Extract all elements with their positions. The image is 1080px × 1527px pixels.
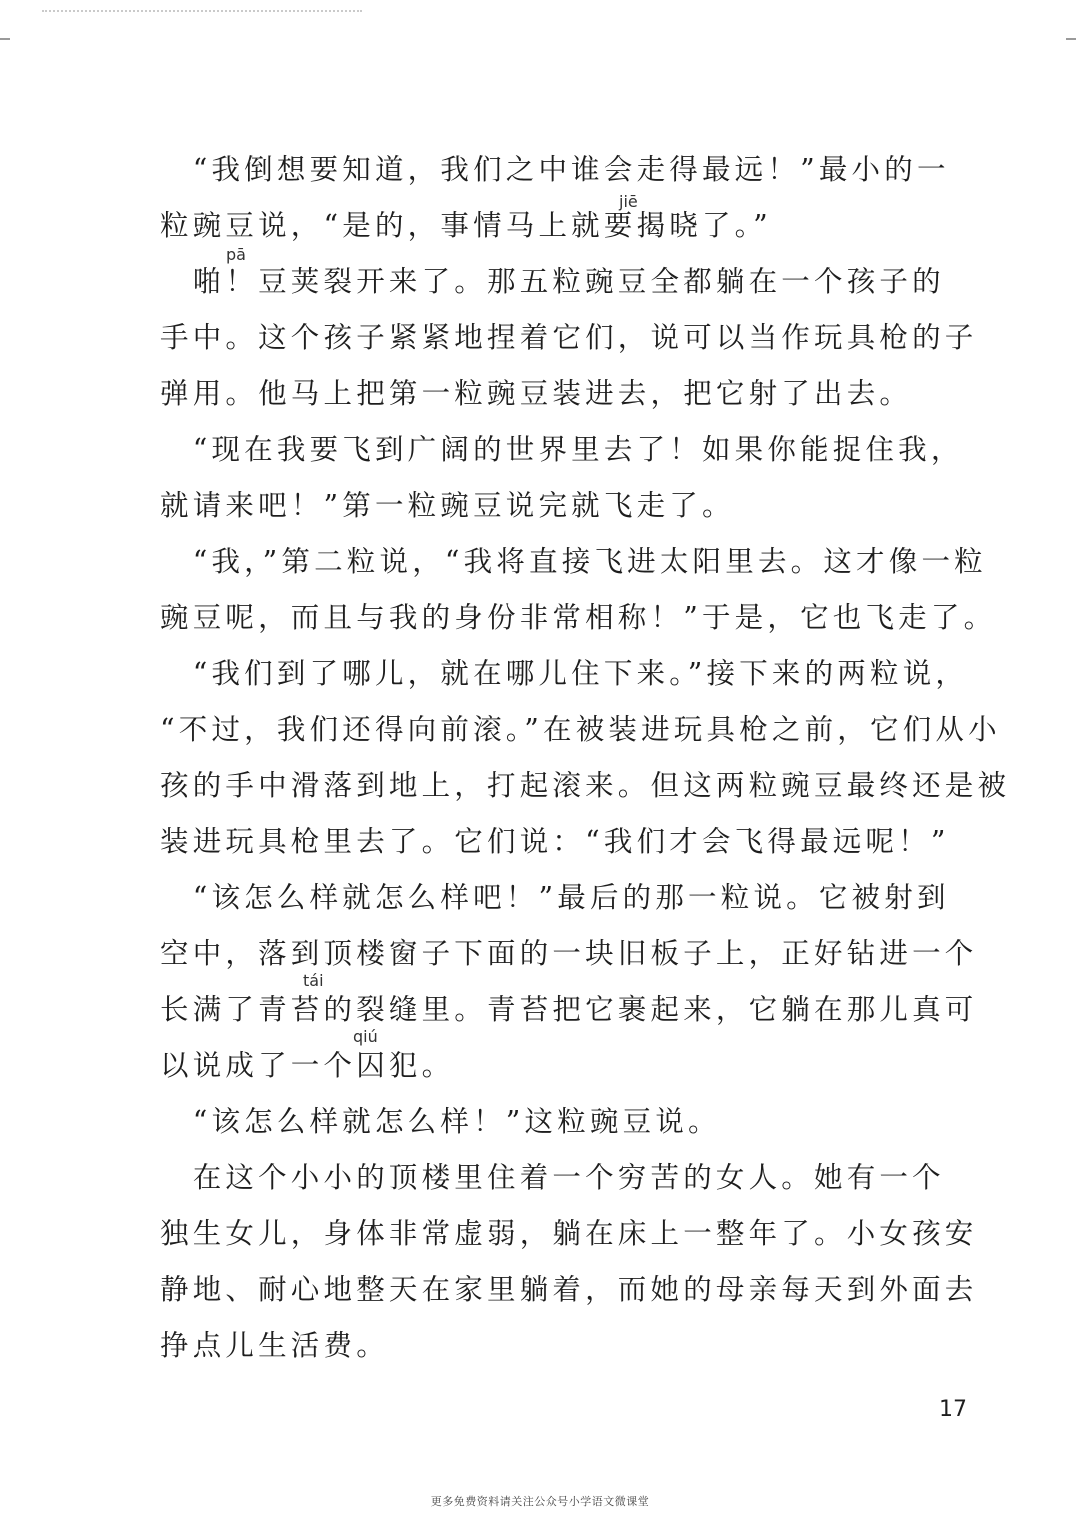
text-line: 粒豌豆说，“是的，事情马上就要揭晓了。” xyxy=(160,209,772,242)
text-line: 装进玩具枪里去了。它们说：“我们才会飞得最远呢！” xyxy=(160,825,950,858)
pinyin-annotation: tái xyxy=(303,971,324,990)
text-line: 弹用。他马上把第一粒豌豆装进去，把它射了出去。 xyxy=(160,377,913,410)
page-number: 17 xyxy=(939,1397,967,1422)
text-line: 挣点儿生活费。 xyxy=(160,1329,389,1362)
text-line: “该怎么样就怎么样吧！”最后的那一粒说。它被射到 xyxy=(160,881,950,914)
text-line: 孩的手中滑落到地上，打起滚来。但这两粒豌豆最终还是被 xyxy=(160,769,1011,802)
pinyin-annotation: pā xyxy=(226,245,246,264)
text-line: “我，”第二粒说，“我将直接飞进太阳里去。这才像一粒 xyxy=(160,545,987,578)
text-line: 独生女儿，身体非常虚弱，躺在床上一整年了。小女孩安 xyxy=(160,1217,978,1250)
text-line: 空中，落到顶楼窗子下面的一块旧板子上，正好钻进一个 xyxy=(160,937,978,970)
text-line: 静地、耐心地整天在家里躺着，而她的母亲每天到外面去 xyxy=(160,1273,978,1306)
text-line: “该怎么样就怎么样！”这粒豌豆说。 xyxy=(160,1105,721,1138)
text-line: “我倒想要知道，我们之中谁会走得最远！”最小的一 xyxy=(160,153,950,186)
text-line: “现在我要飞到广阔的世界里去了！如果你能捉住我， xyxy=(160,433,964,466)
text-line: 在这个小小的顶楼里住着一个穷苦的女人。她有一个 xyxy=(160,1161,945,1194)
text-line: “我们到了哪儿，就在哪儿住下来。”接下来的两粒说， xyxy=(160,657,969,690)
crop-mark-left xyxy=(0,38,10,40)
scan-artifact-header xyxy=(42,10,362,22)
text-line: 长满了青苔的裂缝里。青苔把它裹起来，它躺在那儿真可 xyxy=(160,993,978,1026)
text-line: 以说成了一个囚犯。 xyxy=(160,1049,455,1082)
text-line: 手中。这个孩子紧紧地捏着它们，说可以当作玩具枪的子 xyxy=(160,321,978,354)
text-line: 就请来吧！”第一粒豌豆说完就飞走了。 xyxy=(160,489,735,522)
pinyin-annotation: qiú xyxy=(353,1027,378,1046)
text-line: 啪！豆荚裂开来了。那五粒豌豆全都躺在一个孩子的 xyxy=(160,265,945,298)
text-line: “不过，我们还得向前滚。”在被装进玩具枪之前，它们从小 xyxy=(160,713,1001,746)
footer-note: 更多免费资料请关注公众号小学语文微课堂 xyxy=(430,1495,650,1508)
crop-mark-right xyxy=(1066,38,1076,40)
text-line: 豌豆呢，而且与我的身份非常相称！”于是，它也飞走了。 xyxy=(160,601,997,634)
pinyin-annotation: jiē xyxy=(619,192,638,211)
